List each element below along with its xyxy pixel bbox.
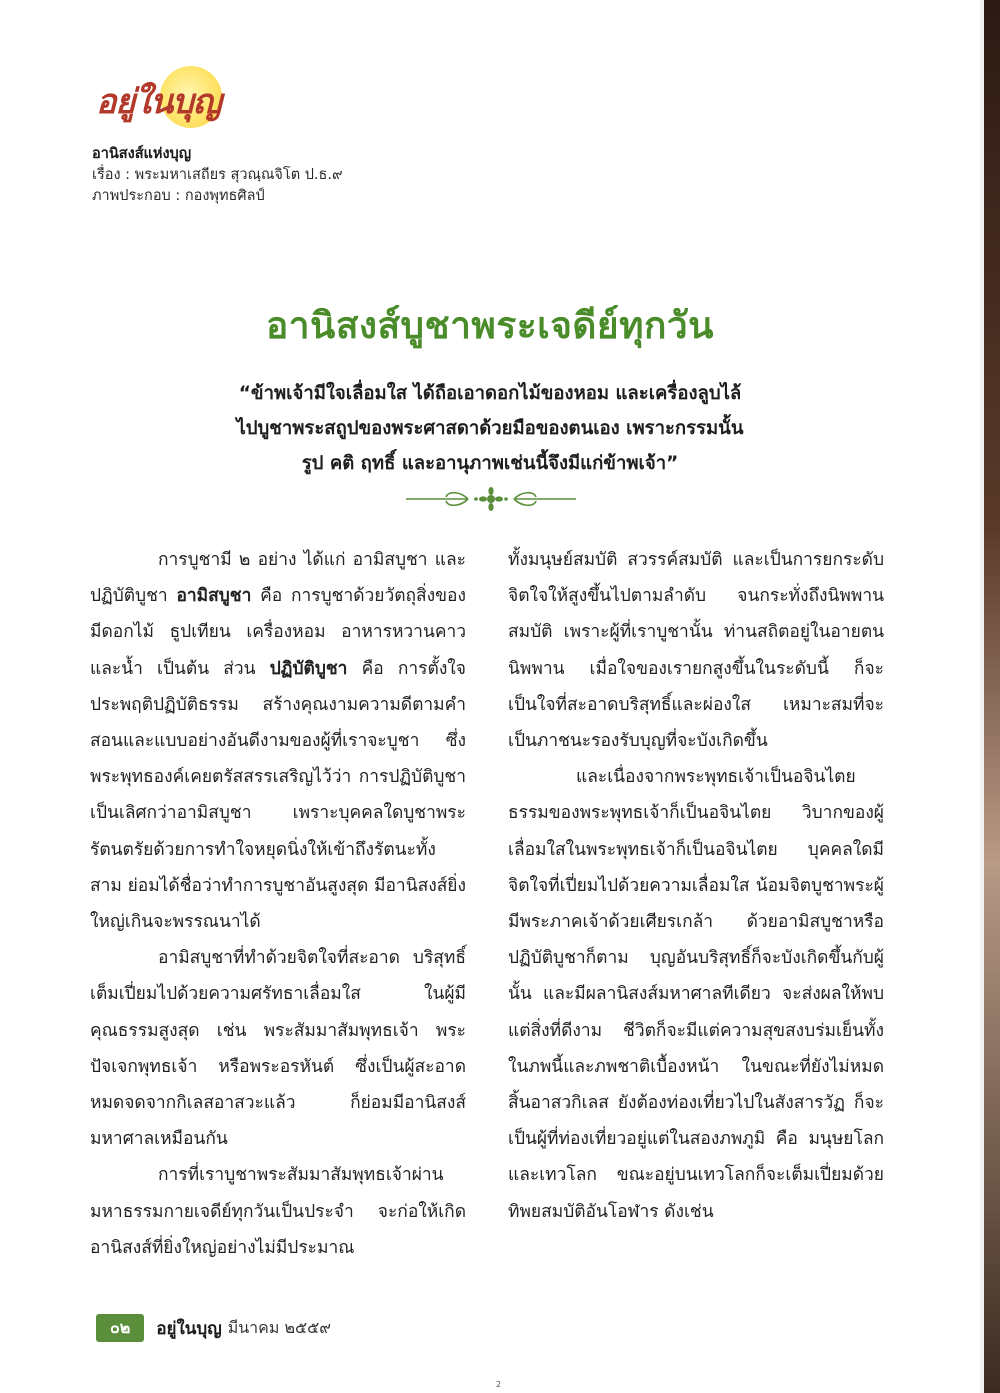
page-footer <box>96 1314 331 1342</box>
page-gutter <box>980 0 984 1393</box>
issue-date: มีนาคม ๒๕๕๙ <box>227 1317 331 1337</box>
pull-quote <box>200 376 780 481</box>
publication-name: อยู่ในบุญ <box>156 1318 222 1339</box>
body-paragraph <box>90 542 466 940</box>
logo-wordmark: อยู่ในบุญ <box>96 82 221 122</box>
quote-line: รูป คติ ฤทธิ์ และอานุภาพเช่นนี้จึงมีแก่ข้าพเจ้า” <box>301 453 679 474</box>
body-paragraph: อามิสบูชาที่ทำด้วยจิตใจที่สะอาด บริสุทธิ์ เต็มเปี่ยมไปด้วยความศรัทธาเลื่อมใส ในผู้มีคุณธรรมสูงสุด เช่น พระสัมมาสัมพุทธเจ้า พระปัจเจกพุทธเจ้า หรือพระอรหันต์ ซึ่งเป็นผู้สะอาดหมดจดจากกิเลสอาสวะแล้ว ก็ย่อมมีอานิสงส์มหาศาลเหมือนกัน <box>90 948 466 1150</box>
body-paragraph: การที่เราบูชาพระสัมมาสัมพุทธเจ้าผ่านมหาธรรมกายเจดีย์ทุกวันเป็นประจำ จะก่อให้เกิดอานิสงส์ที่ยิ่งใหญ่อย่างไม่มีประมาณ <box>90 1165 466 1258</box>
body-paragraph: ทั้งมนุษย์สมบัติ สวรรค์สมบัติ และเป็นการยกระดับจิตใจให้สูงขึ้นไปตามลำดับ จนกระทั่งถึงนิพพานสมบัติ เพราะผู้ที่เราบูชานั้น ท่านสถิตอยู่ในอายตนนิพพาน เมื่อใจของเรายกสูงขึ้นในระดับนี้ ก็จะเป็นใจที่สะอาดบริสุทธิ์และผ่องใส เหมาะสมที่จะเป็นภาชนะรองรับบุญที่จะบังเกิดขึ้น <box>508 550 884 752</box>
term-amisa-bucha: อามิสบูชา <box>176 586 252 607</box>
author-credit: เรื่อง : พระมหาเสถียร สุวณฺณจิโต ป.ธ.๙ <box>92 167 343 183</box>
floral-divider-icon <box>402 486 580 512</box>
left-column <box>90 542 466 1266</box>
article-title: อานิสงส์บูชาพระเจดีย์ทุกวัน <box>266 304 714 347</box>
print-page-number: 2 <box>496 1380 502 1389</box>
adjacent-page-edge <box>980 0 1000 1393</box>
page-number-badge: ๐๒ <box>96 1314 144 1342</box>
body-text: คือ การตั้งใจประพฤติปฏิบัติธรรม สร้างคุณงามความดีตามคำสอนและแบบอย่างอันดีงามของผู้ที่เราจะบูชา ซึ่งพระพุทธองค์เคยตรัสสรรเสริญไว้ว่า การปฏิบัติบูชาเป็นเลิศกว่าอามิสบูชา เพราะบุคคลใดบูชาพระรัตนตรัยด้วยการทำใจหยุดนิ่งให้เข้าถึงรัตนะทั้งสาม ย่อมได้ชื่อว่าทำการบูชาอันสูงสุด มีอานิสงส์ยิ่งใหญ่เกินจะพรรณนาได้ <box>90 658 466 933</box>
section-title: อานิสงส์แห่งบุญ <box>92 146 192 162</box>
byline <box>92 144 343 207</box>
body-text: การบูชามี ๒ อย่าง ได้แก่ อามิสบูชา และปฏิบัติบูชา <box>90 550 466 607</box>
right-column <box>508 542 884 1230</box>
term-patibat-bucha: ปฏิบัติบูชา <box>269 658 348 679</box>
body-text: คือ การบูชาด้วยวัตถุสิ่งของ มีดอกไม้ ธูปเทียน เครื่องหอม อาหารหวานคาว และน้ำ เป็นต้น ส่วน <box>90 586 466 679</box>
illustration-credit: ภาพประกอบ : กองพุทธศิลป์ <box>92 188 265 204</box>
magazine-logo <box>92 62 232 132</box>
body-paragraph: และเนื่องจากพระพุทธเจ้าเป็นอจินไตย ธรรมของพระพุทธเจ้าก็เป็นอจินไตย วิบากของผู้เลื่อมใสในพระพุทธเจ้าก็เป็นอจินไตย บุคคลใดมีจิตใจที่เปี่ยมไปด้วยความเลื่อมใส น้อมจิตบูชาพระผู้มีพระภาคเจ้าด้วยเศียรเกล้า ด้วยอามิสบูชาหรือปฏิบัติบูชาก็ตาม บุญอันบริสุทธิ์ก็จะบังเกิดขึ้นกับผู้นั้น และมีผลานิสงส์มหาศาลทีเดียว จะส่งผลให้พบแต่สิ่งที่ดีงาม ชีวิตก็จะมีแต่ความสุขสงบร่มเย็นทั้งในภพนี้และภพชาติเบื้องหน้า ในขณะที่ยังไม่หมดสิ้นอาสวกิเลส ยังต้องท่องเที่ยวไปในสังสารวัฏ ก็จะเป็นผู้ที่ท่องเที่ยวอยู่แต่ในสองภพภูมิ คือ มนุษยโลกและเทวโลก ขณะอยู่บนเทวโลกก็จะเต็มเปี่ยมด้วยทิพยสมบัติอันโอฬาร ดังเช่น <box>508 767 884 1222</box>
quote-line: “ข้าพเจ้ามีใจเลื่อมใส ได้ถือเอาดอกไม้ของหอม และเครื่องลูบไล้ <box>238 383 742 404</box>
quote-line: ไปบูชาพระสถูปของพระศาสดาด้วยมือของตนเอง เพราะกรรมนั้น <box>236 418 744 439</box>
